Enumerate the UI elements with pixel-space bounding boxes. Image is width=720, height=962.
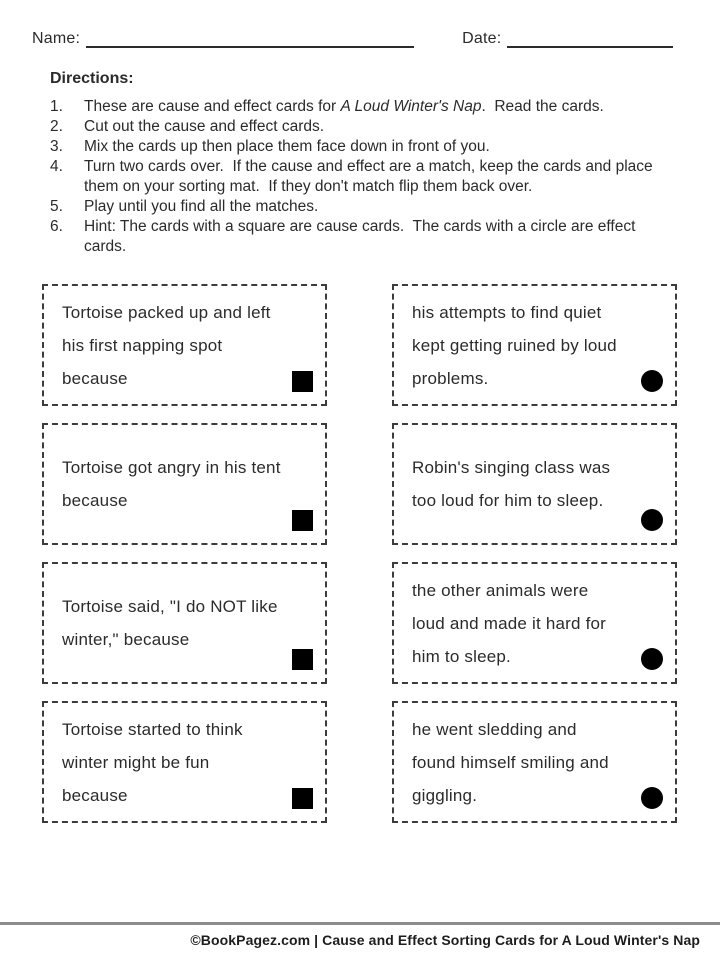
cause-card-3	[42, 562, 327, 684]
card-text-line: Tortoise got angry in his tent	[62, 458, 281, 477]
date-label: Date:	[462, 30, 502, 47]
name-label: Name:	[32, 30, 81, 47]
cause-card-1	[42, 284, 327, 406]
directions-list	[50, 97, 680, 257]
card-text-line: the other animals were	[412, 580, 589, 600]
book-title-italic: A Loud Winter's Nap	[340, 98, 482, 115]
square-marker-icon	[292, 371, 313, 392]
card-text-line: Robin's singing class was	[412, 458, 611, 477]
square-marker-icon	[292, 788, 313, 809]
card-text-line: problems.	[412, 368, 489, 388]
cause-card-4	[42, 701, 327, 823]
card-text-line: loud and made it hard for	[412, 613, 607, 633]
direction-item-5	[50, 197, 680, 217]
direction-number: 1.	[50, 98, 63, 115]
card-text-line: because	[62, 491, 128, 510]
date-blank-line	[507, 30, 673, 48]
effect-card-4	[392, 701, 677, 823]
square-marker-icon	[292, 649, 313, 670]
card-text-line: because	[62, 368, 128, 388]
direction-text: Mix the cards up then place them face down in front of you.	[84, 138, 490, 155]
card-text-line: he went sledding and	[412, 719, 577, 739]
card-text-line: his first napping spot	[62, 335, 223, 355]
direction-number: 5.	[50, 198, 63, 215]
card-text-line: winter," because	[62, 630, 190, 649]
card-text-line: him to sleep.	[412, 646, 511, 666]
card-text-line: Tortoise said, "I do NOT like	[62, 597, 278, 616]
circle-marker-icon	[641, 648, 663, 670]
direction-text: Turn two cards over. If the cause and effect are a match, keep the cards and place them on your sorting mat. If they don't match flip them back over.	[84, 158, 657, 195]
cause-card-2	[42, 423, 327, 545]
direction-text: Hint: The cards with a square are cause cards. The cards with a circle are effect cards.	[84, 218, 640, 255]
direction-text: Play until you find all the matches.	[84, 198, 319, 215]
direction-text: These are cause and effect cards for A Loud Winter's Nap. Read the cards.	[84, 98, 604, 115]
direction-number: 3.	[50, 138, 63, 155]
page-footer	[0, 922, 720, 948]
circle-marker-icon	[641, 787, 663, 809]
card-text-line: Tortoise packed up and left	[62, 302, 271, 322]
circle-marker-icon	[641, 509, 663, 531]
card-text-line: found himself smiling and	[412, 752, 609, 772]
card-text-line: winter might be fun	[62, 752, 210, 772]
sorting-cards-grid	[42, 284, 720, 823]
direction-item-6	[50, 217, 680, 257]
card-text-line: giggling.	[412, 785, 478, 805]
direction-item-3	[50, 137, 680, 157]
direction-item-4	[50, 157, 680, 197]
card-text-line: because	[62, 785, 128, 805]
direction-item-1	[50, 97, 680, 117]
direction-item-2	[50, 117, 680, 137]
effect-card-1	[392, 284, 677, 406]
effect-card-3	[392, 562, 677, 684]
card-text-line: kept getting ruined by loud	[412, 335, 617, 355]
directions-section	[50, 70, 680, 257]
card-text-line: Tortoise started to think	[62, 719, 243, 739]
direction-number: 2.	[50, 118, 63, 135]
footer-credit-text: ©BookPagez.com | Cause and Effect Sorting Cards for A Loud Winter's Nap	[190, 932, 700, 948]
name-blank-line	[86, 30, 414, 48]
footer-divider	[0, 922, 720, 925]
direction-number: 6.	[50, 218, 63, 235]
worksheet-header	[32, 30, 682, 48]
direction-number: 4.	[50, 158, 63, 175]
card-text-line: too loud for him to sleep.	[412, 491, 604, 510]
square-marker-icon	[292, 510, 313, 531]
effect-card-2	[392, 423, 677, 545]
directions-title: Directions:	[50, 70, 134, 87]
card-text-line: his attempts to find quiet	[412, 302, 602, 322]
direction-text: Cut out the cause and effect cards.	[84, 118, 325, 135]
circle-marker-icon	[641, 370, 663, 392]
